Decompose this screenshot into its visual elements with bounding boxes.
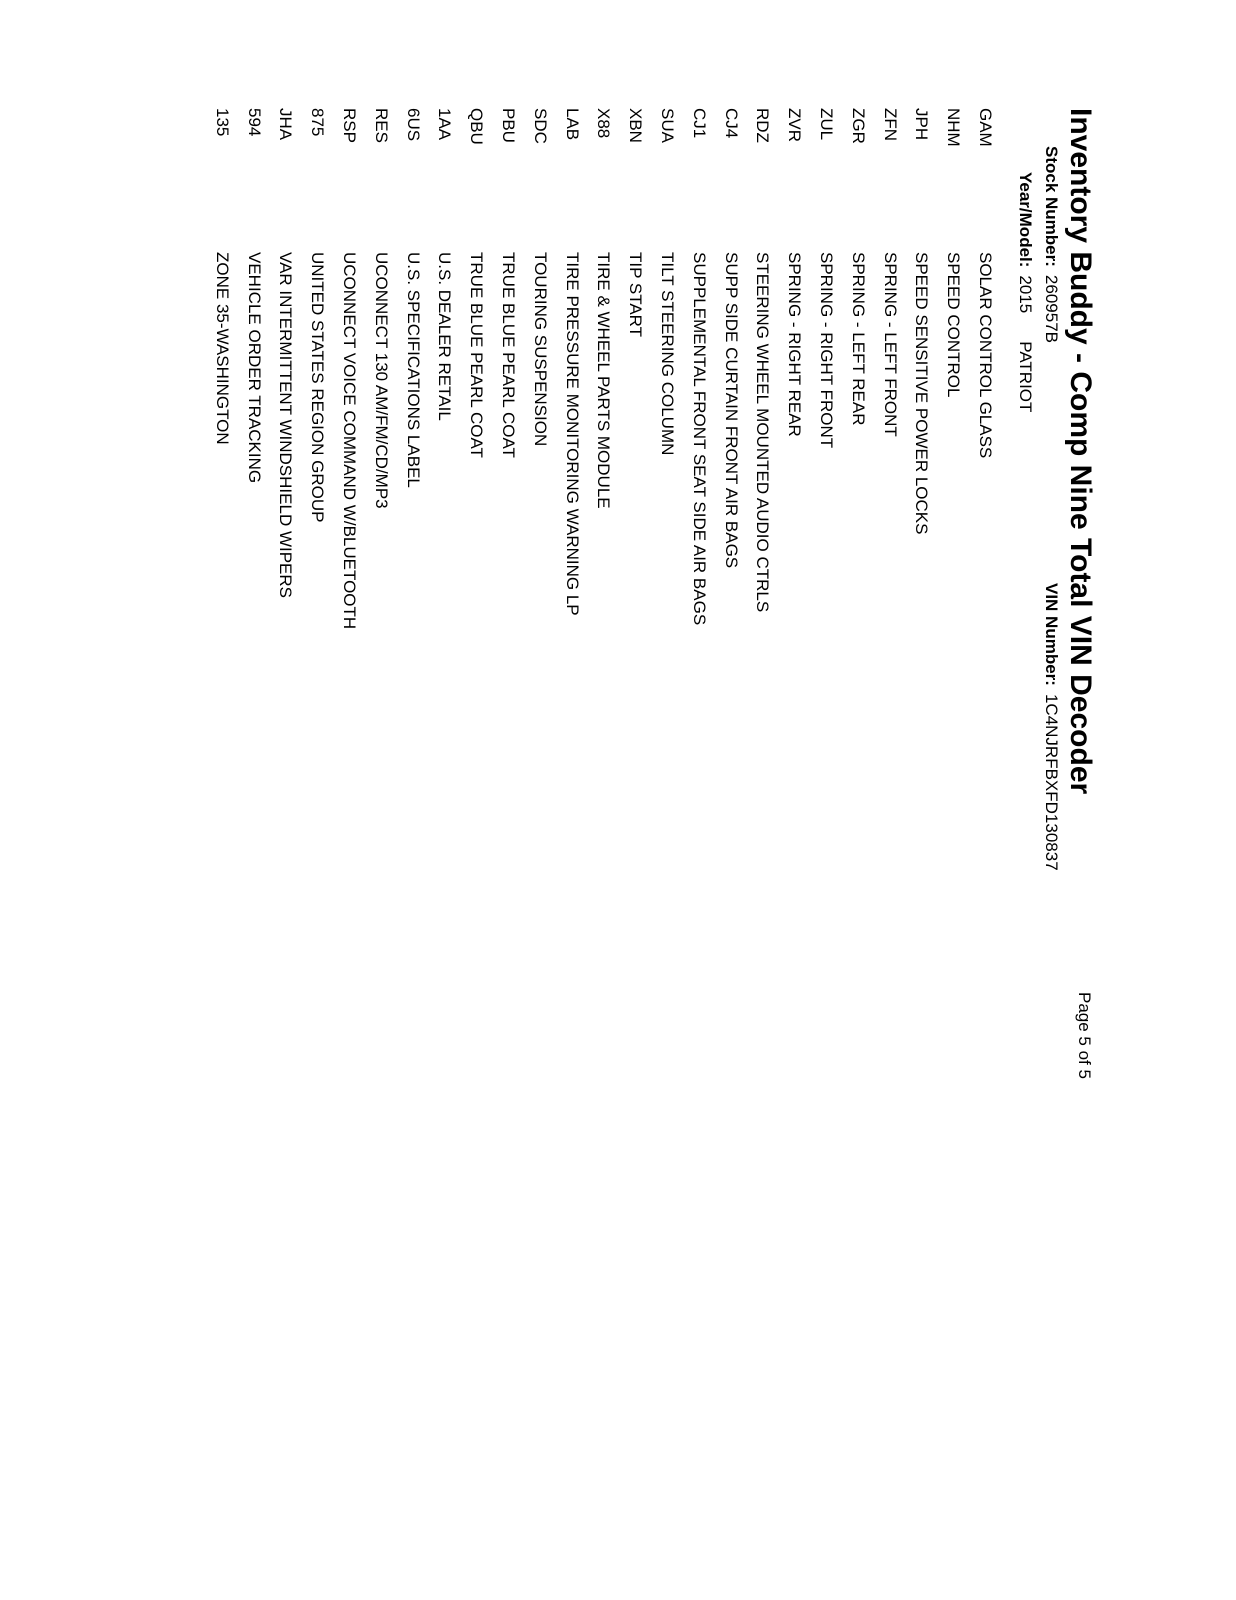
option-row bbox=[931, 108, 963, 629]
year-model-label: Year/Model: bbox=[1016, 172, 1035, 268]
stock-number-value: 260957B bbox=[1042, 274, 1061, 343]
option-row bbox=[359, 108, 391, 629]
option-code: NHM bbox=[944, 108, 964, 147]
option-row bbox=[582, 108, 614, 629]
option-description: TIRE PRESSURE MONITORING WARNING LP bbox=[562, 252, 582, 616]
option-row bbox=[645, 108, 677, 629]
option-code: RES bbox=[371, 108, 391, 143]
option-description: U.S. SPECIFICATIONS LABEL bbox=[403, 252, 423, 488]
option-description: SPRING - LEFT FRONT bbox=[880, 252, 900, 437]
year-value: 2015 bbox=[1016, 275, 1035, 314]
option-description: U.S. DEALER RETAIL bbox=[435, 252, 455, 421]
option-description: TOURING SUSPENSION bbox=[530, 252, 550, 447]
option-code: SUA bbox=[658, 108, 678, 143]
model-value: PATRIOT bbox=[1016, 341, 1035, 413]
option-code: 594 bbox=[244, 108, 264, 137]
option-row bbox=[613, 108, 645, 629]
option-description: SPRING - RIGHT FRONT bbox=[817, 252, 837, 449]
option-row bbox=[709, 108, 741, 629]
page-title: Inventory Buddy - Comp Nine Total VIN Decoder bbox=[1064, 108, 1097, 795]
option-description: SPEED CONTROL bbox=[944, 252, 964, 398]
option-row bbox=[677, 108, 709, 629]
option-row bbox=[327, 108, 359, 629]
option-row bbox=[963, 108, 995, 629]
option-description: SUPP SIDE CURTAIN FRONT AIR BAGS bbox=[721, 252, 741, 569]
option-row bbox=[295, 108, 327, 629]
option-row bbox=[200, 108, 232, 629]
option-code: X88 bbox=[594, 108, 614, 139]
option-description: SOLAR CONTROL GLASS bbox=[976, 252, 995, 459]
option-row bbox=[550, 108, 582, 629]
vin-number-value: 1C4NJRFBXFD130837 bbox=[1042, 693, 1061, 871]
option-code: JPH bbox=[912, 108, 932, 141]
option-row bbox=[486, 108, 518, 629]
vin-number-label: VIN Number: bbox=[1042, 583, 1061, 686]
option-description: SUPPLEMENTAL FRONT SEAT SIDE AIR BAGS bbox=[689, 252, 709, 626]
option-description: TIP START bbox=[626, 252, 646, 338]
option-description: SPRING - LEFT REAR bbox=[848, 252, 868, 426]
option-code: ZVR bbox=[785, 108, 805, 142]
option-row bbox=[232, 108, 264, 629]
option-code: XBN bbox=[626, 108, 646, 143]
option-row bbox=[900, 108, 932, 629]
option-code: CJ4 bbox=[721, 108, 741, 139]
option-code: CJ1 bbox=[689, 108, 709, 139]
option-code: ZFN bbox=[880, 108, 900, 142]
option-description: VAR INTERMITTENT WINDSHIELD WIPERS bbox=[276, 252, 296, 599]
stock-number-row bbox=[1041, 146, 1061, 343]
option-code: 6US bbox=[403, 108, 423, 142]
option-code: LAB bbox=[562, 108, 582, 141]
option-description: STEERING WHEEL MOUNTED AUDIO CTRLS bbox=[753, 252, 773, 613]
option-row bbox=[836, 108, 868, 629]
vin-number-row bbox=[1041, 583, 1061, 871]
option-code: RDZ bbox=[753, 108, 773, 143]
option-code: 1AA bbox=[435, 108, 455, 141]
option-description: UCONNECT 130 AM/FM/CD/MP3 bbox=[371, 252, 391, 509]
option-code: GAM bbox=[976, 108, 995, 147]
option-description: TRUE BLUE PEARL COAT bbox=[467, 252, 487, 458]
year-model-row bbox=[1015, 172, 1035, 412]
option-code: JHA bbox=[276, 108, 296, 141]
option-code: PBU bbox=[499, 108, 519, 143]
option-description: SPEED SENSITIVE POWER LOCKS bbox=[912, 252, 932, 535]
option-row bbox=[868, 108, 900, 629]
option-description: VEHICLE ORDER TRACKING bbox=[244, 252, 264, 484]
option-code: ZUL bbox=[817, 108, 837, 141]
option-description: UCONNECT VOICE COMMAND W/BLUETOOTH bbox=[340, 252, 360, 630]
option-code: RSP bbox=[340, 108, 360, 143]
option-row bbox=[391, 108, 423, 629]
option-row bbox=[518, 108, 550, 629]
page-number: Page 5 of 5 bbox=[1075, 992, 1094, 1079]
option-row bbox=[772, 108, 804, 629]
option-code: 875 bbox=[308, 108, 328, 137]
option-row bbox=[741, 108, 773, 629]
option-code: SDC bbox=[530, 108, 550, 144]
option-row bbox=[804, 108, 836, 629]
option-description: TRUE BLUE PEARL COAT bbox=[499, 252, 519, 458]
option-code: ZGR bbox=[848, 108, 868, 144]
option-code: 135 bbox=[212, 108, 232, 137]
option-description: UNITED STATES REGION GROUP bbox=[308, 252, 328, 523]
option-description: TILT STEERING COLUMN bbox=[658, 252, 678, 456]
option-description: SPRING - RIGHT REAR bbox=[785, 252, 805, 437]
option-list bbox=[200, 108, 995, 629]
option-row bbox=[423, 108, 455, 629]
option-code: QBU bbox=[467, 108, 487, 145]
option-description: TIRE & WHEEL PARTS MODULE bbox=[594, 252, 614, 509]
option-row bbox=[454, 108, 486, 629]
stock-number-label: Stock Number: bbox=[1042, 146, 1061, 267]
option-description: ZONE 35-WASHINGTON bbox=[212, 252, 232, 445]
option-row bbox=[264, 108, 296, 629]
